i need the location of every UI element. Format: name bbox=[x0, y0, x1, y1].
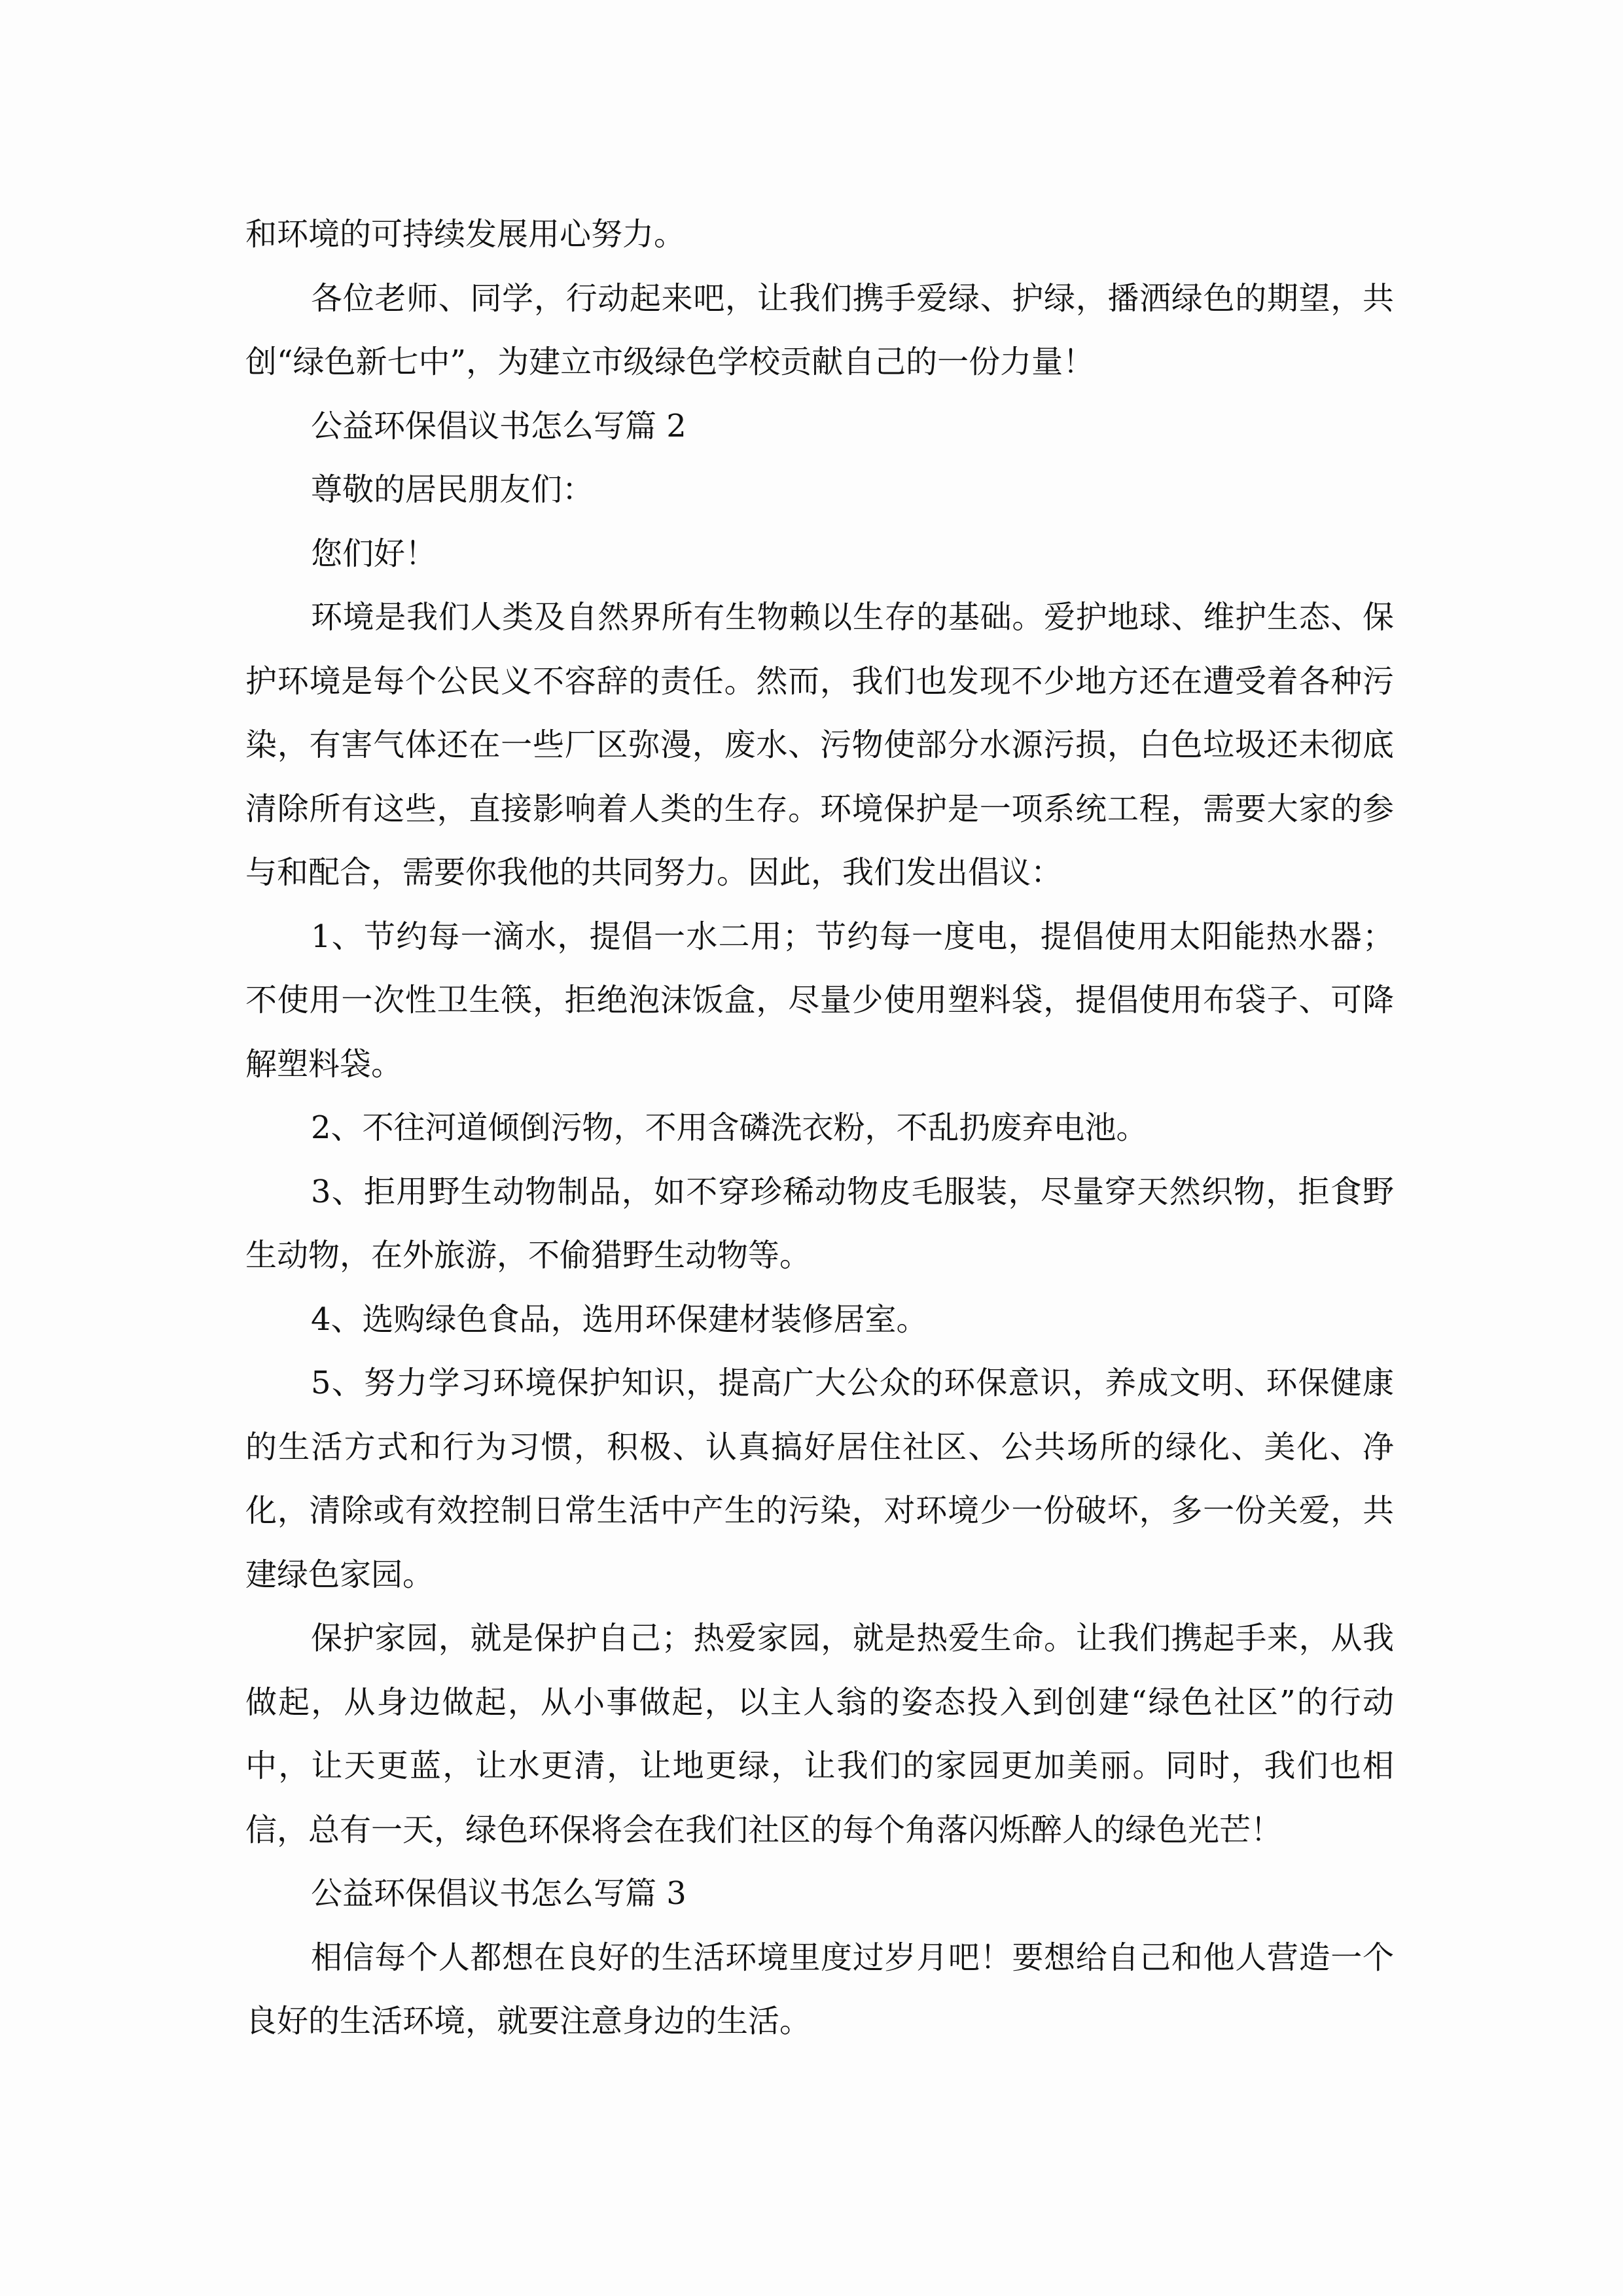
paragraph-introduction: 环境是我们人类及自然界所有生物赖以生存的基础。爱护地球、维护生态、保护环境是每个公民义不容辞的责任。然而，我们也发现不少地方还在遭受着各种污染，有害气体还在一些厂区弥漫，废水、污物使部分水源污损，白色垃圾还未彻底清除所有这些，直接影响着人类的生存。环境保护是一项系统工程，需要大家的参与和配合，需要你我他的共同努力。因此，我们发出倡议： bbox=[245, 599, 1394, 891]
paragraph-conclusion: 保护家园，就是保护自己；热爱家园，就是热爱生命。让我们携起手来，从我做起，从身边做起，从小事做起，以主人翁的姿态投入到创建“绿色社区”的行动中，让天更蓝，让水更清，让地更绿，让我们的家园更加美丽。同时，我们也相信，总有一天，绿色环保将会在我们社区的每个角落闪烁醉人的绿色光芒！ bbox=[245, 1620, 1394, 1848]
section-heading-2: 公益环保倡议书怎么写篇 2 bbox=[311, 407, 687, 444]
paragraph-call-to-action: 各位老师、同学，行动起来吧，让我们携手爱绿、护绿，播洒绿色的期望，共创“绿色新七中”，为建立市级绿色学校贡献自己的一份力量！ bbox=[245, 279, 1394, 380]
paragraph-continuation: 和环境的可持续发展用心努力。 bbox=[245, 216, 686, 253]
document-body bbox=[245, 203, 1394, 2054]
salutation: 尊敬的居民朋友们： bbox=[311, 471, 594, 508]
section-heading-3: 公益环保倡议书怎么写篇 3 bbox=[311, 1875, 687, 1912]
proposal-item-5: 5、努力学习环境保护知识，提高广大公众的环保意识，养成文明、环保健康的生活方式和行为习惯，积极、认真搞好居住社区、公共场所的绿化、美化、净化，清除或有效控制日常生活中产生的污染，对环境少一份破坏，多一份关爱，共建绿色家园。 bbox=[245, 1365, 1394, 1593]
proposal-item-4: 4、选购绿色食品，选用环保建材装修居室。 bbox=[311, 1300, 928, 1338]
greeting: 您们好！ bbox=[311, 535, 437, 572]
proposal-item-2: 2、不往河道倾倒污物，不用含磷洗衣粉，不乱扔废弃电池。 bbox=[311, 1109, 1148, 1146]
paragraph-section-3-opening: 相信每个人都想在良好的生活环境里度过岁月吧！要想给自己和他人营造一个良好的生活环境，就要注意身边的生活。 bbox=[245, 1939, 1394, 2039]
proposal-item-1: 1、节约每一滴水，提倡一水二用；节约每一度电，提倡使用太阳能热水器；不使用一次性卫生筷，拒绝泡沫饭盒，尽量少使用塑料袋，提倡使用布袋子、可降解塑料袋。 bbox=[245, 918, 1394, 1083]
proposal-item-3: 3、拒用野生动物制品，如不穿珍稀动物皮毛服装，尽量穿天然织物，拒食野生动物，在外旅游，不偷猎野生动物等。 bbox=[245, 1173, 1394, 1274]
